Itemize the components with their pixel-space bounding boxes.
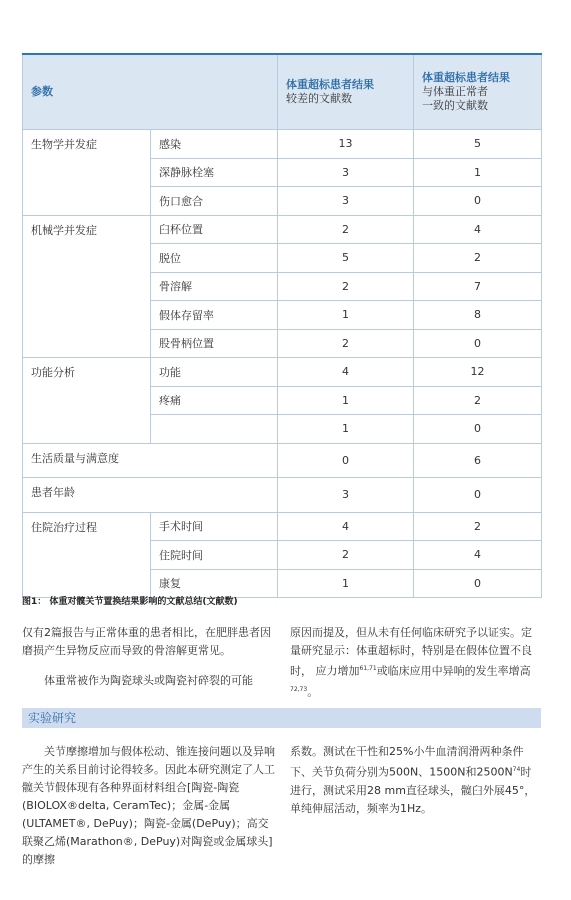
count-consistent: 12 <box>414 358 542 387</box>
table-row <box>23 478 542 513</box>
item-label: 住院时间 <box>151 541 278 570</box>
item-label: 功能 <box>151 358 278 387</box>
count-worse: 2 <box>278 541 414 570</box>
paragraph-right-1-text-a: 原因而提及，但从未有任何临床研究予以证实。定量研究显示：体重超标时，特别是在假体位置不良时， 应力增加 <box>290 626 532 678</box>
table-row <box>23 358 542 387</box>
count-worse: 3 <box>278 187 414 216</box>
count-consistent: 2 <box>414 512 542 541</box>
paragraph-right-1 <box>290 624 541 701</box>
count-consistent: 5 <box>414 130 542 159</box>
header-col1-line2: 较差的文献数 <box>286 92 352 105</box>
count-consistent: 8 <box>414 301 542 330</box>
group-label: 机械学并发症 <box>23 215 151 358</box>
count-consistent: 0 <box>414 415 542 444</box>
group-label: 功能分析 <box>23 358 151 444</box>
citation-74: 74 <box>512 766 521 773</box>
citation-72-73: 72,73 <box>290 685 308 693</box>
paragraph-right-1-text-c: 。 <box>307 685 319 699</box>
item-label <box>151 415 278 444</box>
header-col2-line3: 一致的文献数 <box>422 99 488 112</box>
count-worse: 1 <box>278 415 414 444</box>
count-worse: 3 <box>278 478 414 513</box>
group-label: 患者年龄 <box>23 478 278 513</box>
item-label: 康复 <box>151 569 278 598</box>
item-label: 脱位 <box>151 244 278 273</box>
count-consistent: 0 <box>414 478 542 513</box>
count-worse: 13 <box>278 130 414 159</box>
count-worse: 1 <box>278 569 414 598</box>
paragraph-right-2 <box>290 743 541 818</box>
paragraph-left-2: 体重常被作为陶瓷球头或陶瓷衬碎裂的可能 <box>44 674 253 687</box>
header-col1-line1: 体重超标患者结果 <box>286 78 374 91</box>
header-col2-line2: 与体重正常者 <box>422 85 488 98</box>
item-label: 感染 <box>151 130 278 159</box>
count-worse: 2 <box>278 272 414 301</box>
citation-61-71: 61,71 <box>359 665 377 672</box>
header-param: 参数 <box>23 54 278 130</box>
count-worse: 5 <box>278 244 414 273</box>
item-label: 骨溶解 <box>151 272 278 301</box>
count-worse: 4 <box>278 358 414 387</box>
section-heading: 实验研究 <box>22 708 541 728</box>
count-consistent: 4 <box>414 541 542 570</box>
table-row <box>23 215 542 244</box>
count-worse: 2 <box>278 329 414 358</box>
count-consistent: 4 <box>414 215 542 244</box>
item-label: 手术时间 <box>151 512 278 541</box>
count-worse: 4 <box>278 512 414 541</box>
group-label: 生物学并发症 <box>23 130 151 216</box>
table-caption: 图1： 体重对髋关节置换结果影响的文献总结(文献数) <box>22 597 238 607</box>
count-consistent: 2 <box>414 244 542 273</box>
table-row <box>23 512 542 541</box>
paragraph-left-1: 仅有2篇报告与正常体重的患者相比，在肥胖患者因磨损产生异物反应而导致的骨溶解更常见。 <box>22 626 271 657</box>
item-label: 假体存留率 <box>151 301 278 330</box>
count-consistent: 1 <box>414 158 542 187</box>
table-row <box>23 443 542 478</box>
item-label: 股骨柄位置 <box>151 329 278 358</box>
count-consistent: 0 <box>414 329 542 358</box>
item-label: 疼痛 <box>151 386 278 415</box>
paragraph-left-3: 关节摩擦增加与假体松动、锥连接问题以及异响产生的关系目前讨论得较多。因此本研究测定了人工髋关节假体现有各种界面材料组合[陶瓷-陶瓷(BIOLOX®delta, CeramTec)；金属-金属(ULTAMET®, DePuy)；陶瓷-金属(DePuy)；高交联聚乙烯(Marathon®, DePuy)对陶瓷或金属球头]的摩擦 <box>22 745 275 866</box>
count-worse: 0 <box>278 443 414 478</box>
count-consistent: 0 <box>414 569 542 598</box>
paragraph-right-2-text-b: 时进行，测试采用28 mm直径球头，髋臼外展45°，单纯伸屈活动，频率为1Hz。 <box>290 765 536 815</box>
item-label: 臼杯位置 <box>151 215 278 244</box>
count-worse: 3 <box>278 158 414 187</box>
item-label: 深静脉栓塞 <box>151 158 278 187</box>
count-consistent: 7 <box>414 272 542 301</box>
count-worse: 1 <box>278 386 414 415</box>
count-consistent: 2 <box>414 386 542 415</box>
group-label: 生活质量与满意度 <box>23 443 278 478</box>
count-consistent: 0 <box>414 187 542 216</box>
count-worse: 1 <box>278 301 414 330</box>
literature-table <box>22 53 542 598</box>
count-worse: 2 <box>278 215 414 244</box>
paragraph-right-1-text-b: 或临床应用中异响的发生率增高 <box>376 664 531 678</box>
group-label: 住院治疗过程 <box>23 512 151 598</box>
header-col2-line1: 体重超标患者结果 <box>422 71 510 84</box>
paragraph-right-2-text-a: 系数。测试在干性和25%小牛血清润滑两种条件下、关节负荷分别为500N、1500N和2500N <box>290 745 524 779</box>
item-label: 伤口愈合 <box>151 187 278 216</box>
table-row <box>23 130 542 159</box>
header-col2 <box>414 54 542 130</box>
header-col1 <box>278 54 414 130</box>
table-header-row <box>23 54 542 130</box>
count-consistent: 6 <box>414 443 542 478</box>
